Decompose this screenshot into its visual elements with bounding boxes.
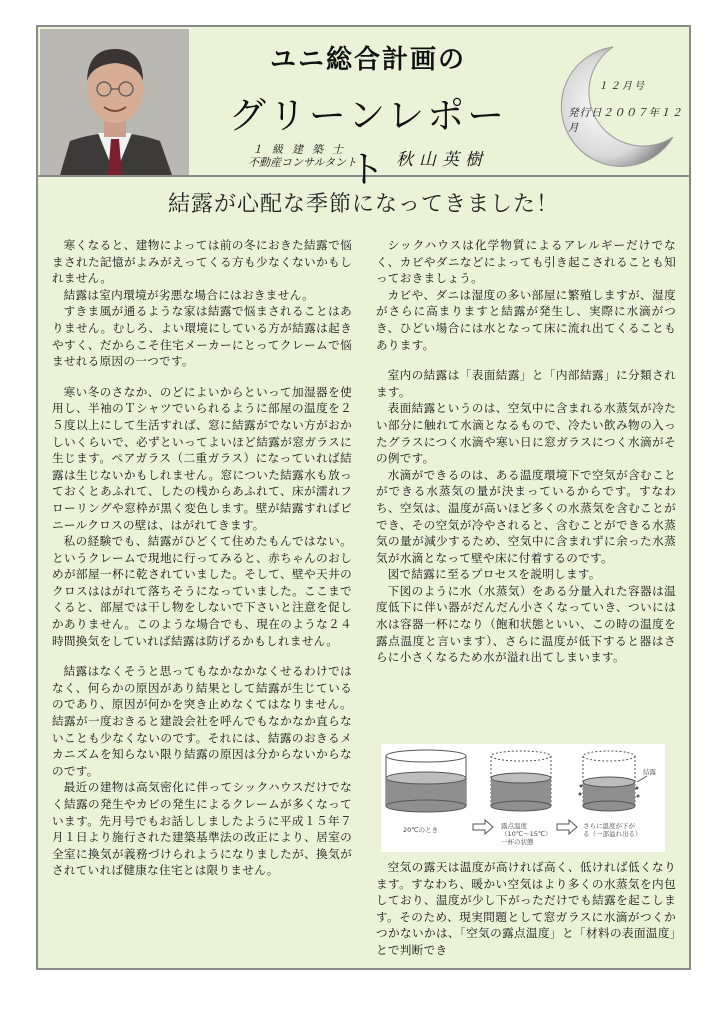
author-photo-icon [40, 29, 189, 175]
company-name: ユニ総合計画の [269, 45, 466, 75]
left-paragraph: 私の経験でも、結露がひどくて住めたもんではない。というクレームで現地に行ってみると、赤ちゃんのおしめが部屋一杯に乾されていました。そして、壁や天井のクロスははがれて落ちそうになっていました。ここまでくると、部屋では干し物をしないで下さいと注意を促しかありません。このような場合でも、現在のような２４時間換気をしていれば結露は防げるかもしれません。 [52, 534, 352, 648]
right-bottom-paragraph: 空気の露天は温度が高ければ高く、低ければ低くなります。すなわち、暖かい空気はより多くの水蒸気を内包しており、温度が少し下がっただけでも結露を起こします。そのため、現実問題として窓ガラスに水滴がつくかつかないかは、「空気の露点温度」と「材料の表面温度」とで判断でき [376, 860, 676, 957]
right-paragraph: 表面結露というのは、空気中に含まれる水蒸気が冷たい部分に触れて水滴となるもので、冷たい飲み物の入ったグラスにつく水滴や寒い日に窓ガラスにつく水滴がその例です。 [376, 401, 676, 466]
left-paragraph: 結露はなくそうと思ってもなかなかなくせるわけではなく、何らかの原因があり結果として結露が生じているのであり、原因が何かを突き止めなくてはなりません。結露が一度おきると建設会社を呼んでもなかなか直らないことも少なくないのです。それには、結露のおきるメカニズムを知らない限り結露の原因は分からないからなのです。 [52, 664, 352, 778]
issue-date: 発行日２００７年１２月 [568, 107, 683, 134]
header [38, 27, 689, 191]
author-portrait [40, 29, 189, 175]
right-paragraph: シックハウスは化学物質によるアレルギーだけでなく、カビやダニなどによっても引き起こされることも知っておきましょう。 [376, 238, 676, 286]
right-paragraph: 図で結露に至るプロセスを説明します。 [387, 567, 601, 582]
right-paragraph: カビや、ダニは湿度の多い部屋に繁殖しますが、湿度がさらに高まりますと結露が発生し、実際に水滴がつき、ひどい場合には水となって床に流れ出てくることもあります。 [376, 287, 676, 352]
dew-label: 結露 [643, 768, 656, 776]
left-column [52, 237, 352, 879]
author-block [248, 141, 548, 177]
author-name: 秋山英樹 [396, 150, 488, 170]
caption-dewpoint: 露点温度（10℃〜15℃）一杯の状態 [501, 822, 549, 846]
left-paragraph: 最近の建物は高気密化に伴ってシックハウスだけでなく結露の発生やカビの発生によるクレームが多くなっています。先月号でもお話ししましたように平成１５年７月１日より施行された建築基準法の改正により、居室の全室に換気が義務づけられようになりましたが、換気がされていれば健康な住宅とは限りません。 [52, 780, 352, 878]
left-paragraph: 結露は室内環境が劣悪な場合にはおきません。 [63, 287, 315, 302]
right-paragraph: 水滴ができるのは、ある温度環境下で空気が含むことができる水蒸気の量が決まっているからです。すなわち、空気は、温度が高いほど多くの水蒸気を含むことができ、その空気が冷やされると、含むことができる水蒸気の量が減少するため、空気中に含まれずに余った水蒸気が水滴となって壁や床に付着するのです。 [376, 467, 676, 565]
right-column-bottom [376, 859, 676, 959]
left-paragraph: すきま風が通るような家は結露で悩まされることはありません。むしろ、よい環境にしている方が結露は起きやすく、だからこそ住宅メーカーにとってクレームで悩ませれる原因の一つです。 [52, 304, 352, 369]
headline: 結露が心配な季節になってきました！ [167, 192, 559, 217]
issue-label: １２月号 [598, 81, 646, 92]
right-paragraph: 室内の結露は「表面結露」と「内部結露」に分類されます。 [376, 368, 676, 399]
author-title-2: 不動産コンサルタント [248, 156, 358, 169]
left-paragraph: 寒くなると、建物によっては前の冬におきた結露で悩まされた記憶がよみがえってくる方も少なくないかもしれません。 [52, 238, 352, 286]
right-paragraph: 下図のように水（水蒸気）をある分量入れた容器は温度低下に伴い器がだんだん小さくなっていき、ついには水は容器一杯になり（飽和状態といい、この時の温度を露点温度と言います）、さらに温度が低下すると器はさらに小さくなるため水が溢れ出てしまいます。 [376, 583, 676, 665]
right-column [376, 237, 676, 666]
newsletter-title: グリーンレポート [228, 94, 508, 191]
left-paragraph: 寒い冬のさなか、のどによいからといって加湿器を使用し、半袖のＴシャツでいられるように部屋の温度を２５度以上にして生活すれば、窓に結露がでない方がおかしいくらいで、必ずといってよいほど結露が窓ガラスに生じます。ペアガラス（二重ガラス）になっていれば結露は生じないかもしれません。窓についた結露水も放っておくとあふれて、したの桟からあふれて、床が濡れフローリングや窓枠が黒く変色します。壁が結露すればビニールクロスの壁は、はがれてきます。 [52, 384, 352, 532]
caption-overflow: さらに温度が下がる（一部溢れ出る） [583, 822, 642, 838]
condensation-figure [381, 744, 665, 852]
caption-initial: 20℃のとき [403, 826, 439, 834]
author-title-1: １級建築士 [252, 143, 352, 156]
newsletter-sheet [36, 25, 691, 970]
